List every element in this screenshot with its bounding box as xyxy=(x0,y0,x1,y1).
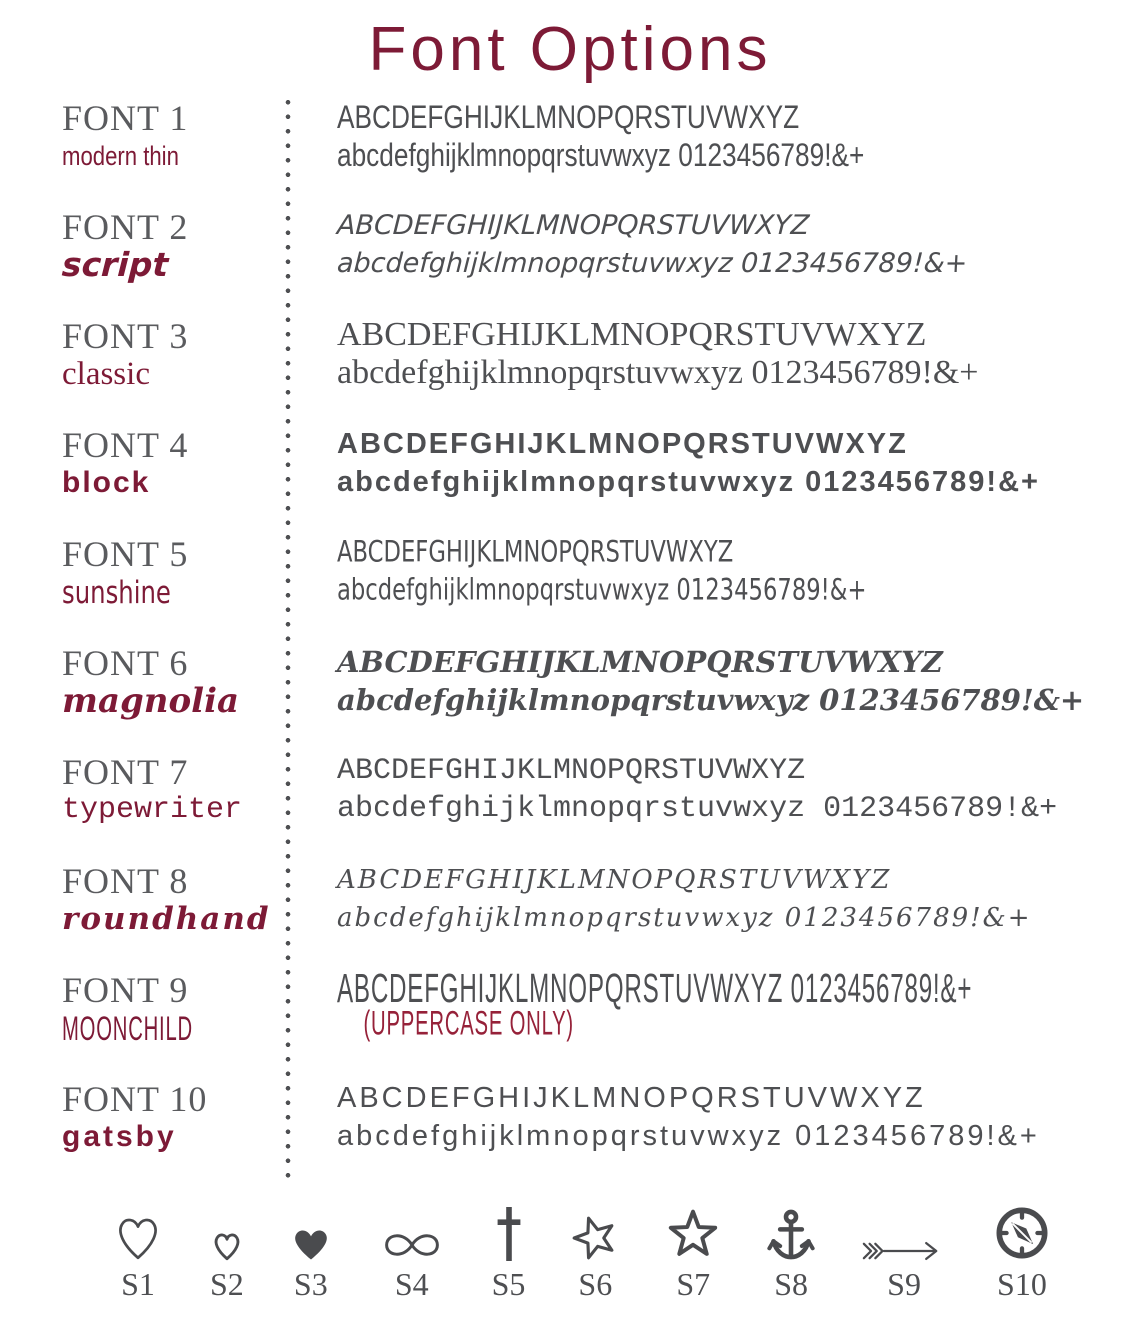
heart-outline-large-icon xyxy=(112,1199,164,1263)
heart-outline-small-icon xyxy=(209,1199,245,1263)
sample-uppercase: ABCDEFGHIJKLMNOPQRSTUVWXYZ xyxy=(337,1082,926,1114)
sample-lowercase: abcdefghijklmnopqrstuvwxyz 0123456789!&+ xyxy=(337,466,1040,498)
star-outline-icon xyxy=(665,1199,721,1263)
font-label: FONT 2 xyxy=(62,207,189,247)
symbol-item-s10 xyxy=(992,1199,1052,1301)
font-list xyxy=(0,91,1140,1181)
font-name: sunshine xyxy=(62,573,171,611)
anchor-icon xyxy=(766,1199,816,1263)
symbols-row xyxy=(112,1199,1052,1301)
font-row-3 xyxy=(0,309,1140,418)
star-handdrawn-outline-icon xyxy=(570,1199,620,1263)
symbol-item-s4 xyxy=(377,1199,447,1301)
font-label: FONT 7 xyxy=(62,752,189,792)
font-label: FONT 1 xyxy=(62,98,189,138)
cross-icon xyxy=(494,1199,524,1263)
font-name: classic xyxy=(62,356,150,392)
font-label: FONT 10 xyxy=(62,1079,208,1119)
sample-uppercase: ABCDEFGHIJKLMNOPQRSTUVWXYZ xyxy=(336,210,811,241)
sample-lowercase: abcdefghijklmnopqrstuvwxyz 0123456789!&+ xyxy=(337,137,865,173)
sample-uppercase: ABCDEFGHIJKLMNOPQRSTUVWXYZ xyxy=(337,316,927,353)
symbol-label: S7 xyxy=(676,1266,711,1302)
sample-lowercase: abcdefghijklmnopqrstuvwxyz 0123456789!&+ xyxy=(337,354,979,391)
infinity-icon xyxy=(377,1199,447,1263)
symbol-label: S4 xyxy=(394,1266,429,1302)
font-name: roundhand xyxy=(62,901,271,937)
symbol-label: S3 xyxy=(293,1266,328,1302)
sample-uppercase: ABCDEFGHIJKLMNOPQRSTUVWXYZ xyxy=(337,428,908,460)
uppercase-only-note: (UPPERCASE ONLY) xyxy=(363,1003,574,1043)
symbol-item-s3 xyxy=(290,1199,332,1301)
sample-uppercase: ABCDEFGHIJKLMNOPQRSTUVWXYZ xyxy=(337,754,806,788)
font-label: FONT 8 xyxy=(62,861,189,901)
sample-uppercase: ABCDEFGHIJKLMNOPQRSTUVWXYZ xyxy=(337,535,734,570)
compass-icon xyxy=(992,1199,1052,1263)
symbol-label: S1 xyxy=(121,1266,155,1302)
font-row-6 xyxy=(0,636,1140,745)
symbol-item-s5 xyxy=(492,1199,526,1301)
sample-lowercase: abcdefghijklmnopqrstuvwxyz 0123456789!&+ xyxy=(337,903,1032,933)
font-label: FONT 9 xyxy=(62,970,189,1010)
sample-uppercase: ABCDEFGHIJKLMNOPQRSTUVWXYZ 0123456789!&+ xyxy=(337,965,973,1012)
font-row-2 xyxy=(0,200,1140,309)
font-row-7 xyxy=(0,745,1140,854)
symbol-label: S10 xyxy=(997,1266,1047,1302)
symbol-label: S9 xyxy=(887,1266,921,1302)
symbol-label: S5 xyxy=(491,1266,526,1302)
font-label: FONT 5 xyxy=(62,534,189,574)
symbol-label: S6 xyxy=(578,1266,613,1302)
font-label: FONT 4 xyxy=(62,425,189,465)
font-name: script xyxy=(61,245,170,284)
font-name: gatsby xyxy=(62,1120,177,1153)
symbol-item-s7 xyxy=(665,1199,721,1301)
font-label: FONT 6 xyxy=(62,643,189,683)
sample-lowercase: abcdefghijklmnopqrstuvwxyz 0123456789!&+ xyxy=(336,248,969,279)
font-label: FONT 3 xyxy=(62,316,189,356)
font-name: MOONCHILD xyxy=(62,1008,193,1048)
symbol-item-s1 xyxy=(112,1199,164,1301)
sample-lowercase: abcdefghijklmnopqrstuvwxyz 0123456789!&+ xyxy=(337,792,1058,826)
arrow-feathered-icon xyxy=(861,1199,947,1263)
sample-lowercase: abcdefghijklmnopqrstuvwxyz 0123456789!&+ xyxy=(337,1120,1040,1152)
symbol-item-s2 xyxy=(209,1199,245,1301)
font-row-8 xyxy=(0,854,1140,963)
page-title: Font Options xyxy=(368,15,772,84)
font-name: typewriter xyxy=(62,793,243,827)
symbol-label: S2 xyxy=(210,1266,244,1302)
dotted-divider-line xyxy=(285,95,291,1185)
font-row-10 xyxy=(0,1072,1140,1181)
font-row-1 xyxy=(0,91,1140,200)
font-name: block xyxy=(62,466,151,499)
font-name: magnolia xyxy=(62,681,240,721)
symbol-item-s9 xyxy=(861,1199,947,1301)
font-row-9 xyxy=(0,963,1140,1072)
heart-filled-icon xyxy=(290,1199,332,1263)
sample-lowercase: abcdefghijklmnopqrstuvwxyz 0123456789!&+ xyxy=(337,683,1085,717)
sample-lowercase: abcdefghijklmnopqrstuvwxyz 0123456789!&+ xyxy=(337,573,867,608)
font-row-5 xyxy=(0,527,1140,636)
font-row-4 xyxy=(0,418,1140,527)
symbol-item-s8 xyxy=(766,1199,816,1301)
symbol-item-s6 xyxy=(570,1199,620,1301)
symbol-label: S8 xyxy=(774,1266,809,1302)
sample-uppercase: ABCDEFGHIJKLMNOPQRSTUVWXYZ xyxy=(337,865,892,895)
sample-uppercase: ABCDEFGHIJKLMNOPQRSTUVWXYZ xyxy=(337,99,800,135)
font-name: modern thin xyxy=(62,141,179,171)
sample-uppercase: ABCDEFGHIJKLMNOPQRSTUVWXYZ xyxy=(337,645,943,679)
